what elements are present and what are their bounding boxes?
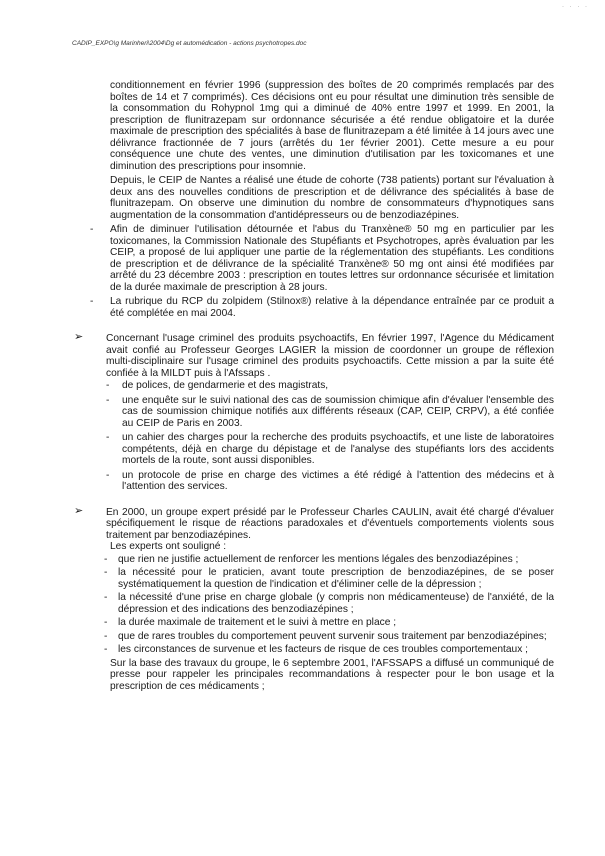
dash-marker: -	[106, 432, 110, 443]
bullet-usage-criminel	[74, 333, 554, 379]
expert-point-text: les circonstances de survenue et les facteurs de risque de ces troubles comportementaux ;	[118, 644, 528, 655]
expert-point-text: la nécessité d'une prise en charge globale (y compris non médicamenteuse) de l'anxiété, de la dépression et des indications des benzodiazépines ;	[118, 592, 554, 615]
dash-marker: -	[104, 592, 108, 603]
bullet-text-usage-criminel: Concernant l'usage criminel des produits psychoactifs, En février 1997, l'Agence du Médicament avait confié au Professeur Georges LAGIER la mission de coordonner un groupe de réflexion multi-disciplinaire sur l'usage criminel des produits psychoactifs. Cette mission a par la suite été confiée à la MILDT puis à l'Afssaps .	[106, 333, 554, 379]
dash-marker: -	[104, 567, 108, 578]
paragraph-conditionnement: conditionnement en février 1996 (suppression des boîtes de 20 comprimés remplacés par des boîtes de 14 et 7 comprimés). Ces décisions ont eu pour résultat une diminution très sensible de la consommation du Rohypnol 1mg qui a diminué de 40% entre 1997 et 1999. En 2001, la prescription de flunitrazepam sur ordonnance sécurisée a été rendue obligatoire et la durée maximale de prescription des spécialités à base de flunitrazepam a été limitée à 14 jours avec une délivrance fractionnée de 7 jours (arrêtés du 1er février 2001). Cette mesure a eu pour conséquence une chute des ventes, une diminution d'utilisation par les toxicomanes et une diminution des prescriptions pour insomnie.	[110, 80, 554, 172]
dash-item-tranxene	[74, 224, 554, 293]
expert-point-text: que de rares troubles du comportement peuvent survenir sous traitement par benzodiazépines;	[118, 630, 547, 642]
expert-point	[74, 592, 554, 615]
dash-marker: -	[104, 553, 108, 565]
arrow-bullet-icon: ➢	[74, 504, 84, 517]
paragraph-afssaps-communique: Sur la base des travaux du groupe, le 6 septembre 2001, l'AFSSAPS a diffusé un communiqué de presse pour rappeler les principales recommandations à respecter pour le bon usage et la prescription de ces médicaments ;	[110, 657, 554, 692]
dash-marker: -	[106, 394, 110, 406]
dash-text-stilnox: La rubrique du RCP du zolpidem (Stilnox®) relative à la dépendance entraînée par ce produit a été complétée en mai 2004.	[110, 296, 554, 319]
dash-marker: -	[104, 644, 108, 655]
dash-marker: -	[104, 617, 108, 628]
bullet-groupe-expert	[74, 504, 554, 542]
document-header-path: CADIP_EXPO\g Marinheri\2004\Dg et automédication - actions psychotropes.doc	[72, 40, 307, 47]
sub-dash-text: une enquête sur le suivi national des cas de soumission chimique afin d'évaluer l'ensemble des cas de soumission chimique notifiés aux différents réseaux (CAP, CEIP, CRPV), a été confiée au CEIP de Paris en 2003.	[122, 394, 554, 429]
corner-marks: · · · ·	[562, 4, 589, 10]
sub-dash-item	[74, 432, 554, 467]
dash-marker: -	[90, 224, 94, 235]
sub-dash-item	[74, 470, 554, 493]
expert-point	[74, 644, 554, 656]
bullet-text-groupe-expert: En 2000, un groupe expert présidé par le Professeur Charles CAULIN, avait été chargé d'évaluer spécifiquement le risque de réactions paradoxales et d'éventuels comportements violents sous traitement par benzodiazépines.	[106, 506, 554, 541]
expert-point	[74, 554, 554, 566]
sub-dash-item	[74, 395, 554, 430]
expert-point-text: la durée maximale de traitement et le suivi à mettre en place ;	[118, 617, 397, 628]
experts-intro: Les experts ont souligné :	[110, 541, 227, 552]
document-body	[74, 80, 554, 692]
expert-point	[74, 631, 554, 643]
sub-dash-text: un protocole de prise en charge des victimes a été rédigé à l'attention des médecins et à l'attention des services.	[122, 469, 554, 492]
sub-dash-item	[74, 380, 554, 392]
dash-item-stilnox	[74, 296, 554, 319]
dash-marker: -	[104, 630, 108, 642]
expert-point	[74, 567, 554, 590]
expert-point-text: que rien ne justifie actuellement de renforcer les mentions légales des benzodiazépines ;	[118, 553, 519, 565]
dash-text-tranxene: Afin de diminuer l'utilisation détournée et l'abus du Tranxène® 50 mg en particulier par les toxicomanes, la Commission Nationale des Stupéfiants et Psychotropes, après évaluation par les CEIP, a proposé de lui appliquer une partie de la réglementation des stupéfiants. Les conditions de prescription et de délivrance de la spécialité Tranxène® 50 mg ont ainsi été modifiées par arrêté du 23 décembre 2003 : prescription en toutes lettres sur ordonnance sécurisée et limitation de la durée maximale de prescription à 28 jours.	[110, 224, 554, 293]
sub-dash-text: de polices, de gendarmerie et des magistrats,	[122, 380, 329, 391]
dash-marker: -	[106, 469, 110, 481]
sub-dash-text: un cahier des charges pour la recherche des produits psychoactifs, et une liste de laboratoires compétents, déjà en charge du dépistage et de l'analyse des stupéfiants lors des accidents mortels de la route, sont aussi disponibles.	[122, 432, 554, 466]
dash-marker: -	[106, 380, 110, 391]
arrow-bullet-icon: ➢	[74, 331, 84, 343]
expert-point-text: la nécessité pour le praticien, avant toute prescription de benzodiazépines, de se poser systématiquement la question de l'indication et d'éliminer celle de la dépression ;	[118, 567, 554, 590]
expert-point	[74, 617, 554, 629]
paragraph-ceip-nantes: Depuis, le CEIP de Nantes a réalisé une étude de cohorte (738 patients) portant sur l'évaluation à deux ans des nouvelles conditions de prescription et de délivrance des spécialités à base de flunitrazepam. On observe une diminution du nombre de consommateurs d'hypnotiques sans augmentation de la consommation d'antidépresseurs ou de benzodiazépines.	[110, 175, 554, 221]
dash-marker: -	[90, 296, 94, 307]
